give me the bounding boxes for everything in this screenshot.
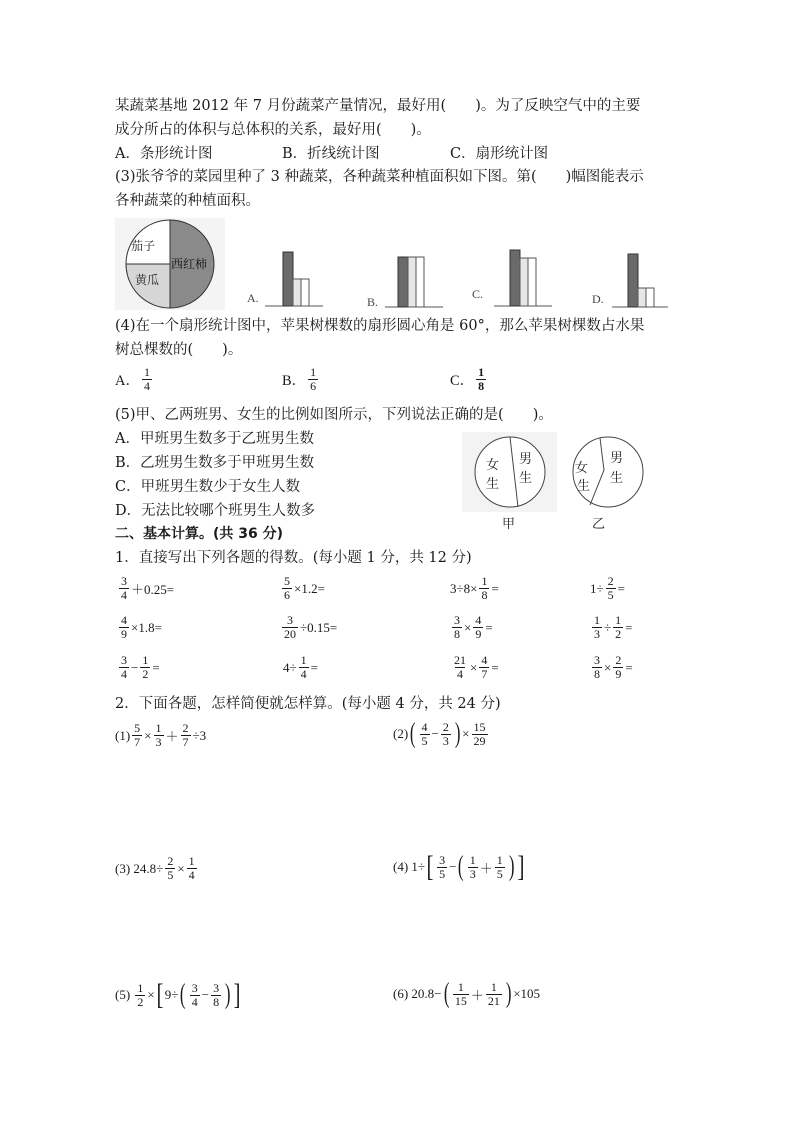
q5-line1: (5)甲、乙两班男、女生的比例如图所示，下列说法正确的是( )。 bbox=[115, 407, 553, 423]
calc-r2-c1: $\frac{4}{9}$ ×1.8= bbox=[121, 613, 162, 641]
q3-line1: (3)张爷爷的菜园里种了 3 种蔬菜，各种蔬菜种植面积如下图。第( )幅图能表示 bbox=[115, 169, 644, 185]
q4-option-c: C． $\frac{1}{8}$ bbox=[450, 365, 485, 393]
calc-r3-c1: $\frac{3}{4}$ − $\frac{1}{2}$ = bbox=[121, 653, 160, 681]
pie-label-eggplant: 茄子 bbox=[131, 239, 156, 253]
q5-option-b: B．乙班男生数多于甲班男生数 bbox=[115, 455, 315, 471]
q2-option-a: A．条形统计图 bbox=[115, 146, 213, 162]
svg-text:生: 生 bbox=[610, 471, 624, 486]
sim-problem-4: (4) 1÷ [ $\frac{3}{5}$ − ( $\frac{1}{3}$ ＋ $\frac{1}{5}$ ) ] bbox=[393, 850, 525, 883]
svg-text:女: 女 bbox=[575, 461, 589, 476]
svg-text:女: 女 bbox=[486, 458, 500, 473]
q2-option-b: B．折线统计图 bbox=[282, 146, 380, 162]
sim-problem-3: (3) 24.8÷ $\frac{2}{5}$ × $\frac{1}{4}$ bbox=[115, 854, 195, 882]
pie-label-cucumber: 黄瓜 bbox=[135, 273, 160, 287]
q5-option-c: C．甲班男生数少于女生人数 bbox=[115, 479, 301, 495]
q5-option-d: D．无法比较哪个班男生人数多 bbox=[115, 503, 316, 519]
sim-problem-6: (6) 20.8− ( $\frac{1}{15}$ ＋ $\frac{1}{21}$ ) ×105 bbox=[393, 978, 541, 1009]
q4-line2: 树总棵数的( )。 bbox=[115, 342, 243, 358]
section2-title: 二、基本计算。(共 36 分) bbox=[115, 526, 284, 542]
pie-label-tomato: 西红柿 bbox=[171, 257, 208, 271]
q3-bar-chart-b bbox=[365, 252, 445, 308]
bar-label-b: B. bbox=[367, 295, 379, 308]
q2-line2: 成分所占的体积与总体积的关系，最好用( )。 bbox=[115, 122, 431, 138]
section2-sub1: 1．直接写出下列各题的得数。(每小题 1 分，共 12 分) bbox=[115, 550, 472, 566]
svg-text:生: 生 bbox=[577, 479, 591, 494]
bar-label-d: D. bbox=[592, 292, 604, 306]
calc-r3-c3: $\frac{21}{4}$ × $\frac{4}{7}$ = bbox=[454, 653, 499, 681]
sim-problem-5: (5) $\frac{1}{2}$ × [ 9÷ ( $\frac{3}{4}$ − $\frac{3}{8}$ ) ] bbox=[115, 978, 241, 1011]
q2-option-c: C．扇形统计图 bbox=[450, 146, 549, 162]
sim-problem-2: (2) ( $\frac{4}{5}$ − $\frac{2}{3}$ ) × $\frac{15}{29}$ bbox=[393, 718, 486, 749]
calc-r3-c4: $\frac{3}{8}$ × $\frac{2}{9}$ = bbox=[594, 653, 633, 681]
q3-line2: 各种蔬菜的种植面积。 bbox=[115, 193, 260, 209]
calc-r2-c2: $\frac{3}{20}$ ÷0.15= bbox=[284, 613, 338, 641]
q2-line1: 某蔬菜基地 2012 年 7 月份蔬菜产量情况，最好用( )。为了反映空气中的主要 bbox=[115, 98, 641, 114]
q3-pie-chart bbox=[115, 218, 225, 310]
svg-text:生: 生 bbox=[519, 471, 533, 486]
pie-jia-label: 甲 bbox=[502, 517, 516, 532]
sim-problem-1: (1) $\frac{5}{7}$ × $\frac{1}{3}$ ＋ $\frac{2}{7}$ ÷3 bbox=[115, 721, 207, 749]
q5-pie-yi bbox=[560, 432, 655, 532]
q3-bar-chart-c bbox=[470, 246, 555, 308]
calc-r2-c3: $\frac{3}{8}$ × $\frac{4}{9}$ = bbox=[454, 613, 493, 641]
calc-r2-c4: $\frac{1}{3}$ ÷ $\frac{1}{2}$ = bbox=[594, 613, 633, 641]
q5-pie-jia bbox=[462, 432, 557, 532]
q4-option-b: B． $\frac{1}{6}$ bbox=[282, 365, 317, 393]
svg-text:男: 男 bbox=[610, 451, 624, 466]
calc-r1-c3: 3÷8× $\frac{1}{8}$ = bbox=[450, 574, 499, 602]
calc-r1-c4: 1÷ $\frac{2}{5}$ = bbox=[590, 574, 625, 602]
q5-option-a: A．甲班男生数多于乙班男生数 bbox=[115, 431, 314, 447]
q3-bar-chart-d bbox=[590, 250, 670, 308]
calc-r1-c2: $\frac{5}{6}$ ×1.2= bbox=[284, 574, 325, 602]
svg-text:生: 生 bbox=[486, 477, 500, 492]
bar-label-c: C. bbox=[472, 287, 484, 301]
q4-line1: (4)在一个扇形统计图中，苹果树棵数的扇形圆心角是 60°，那么苹果树棵数占水果 bbox=[115, 318, 645, 334]
pie-yi-label: 乙 bbox=[592, 517, 606, 532]
q4-option-a: A． $\frac{1}{4}$ bbox=[115, 365, 150, 393]
calc-r1-c1: $\frac{3}{4}$ ＋0.25= bbox=[121, 574, 175, 602]
q3-bar-chart-a bbox=[245, 246, 325, 308]
svg-text:男: 男 bbox=[519, 452, 533, 467]
section2-sub2: 2．下面各题，怎样简便就怎样算。(每小题 4 分，共 24 分) bbox=[115, 696, 501, 712]
calc-r3-c2: 4÷ $\frac{1}{4}$ = bbox=[283, 653, 318, 681]
bar-label-a: A. bbox=[247, 291, 259, 305]
